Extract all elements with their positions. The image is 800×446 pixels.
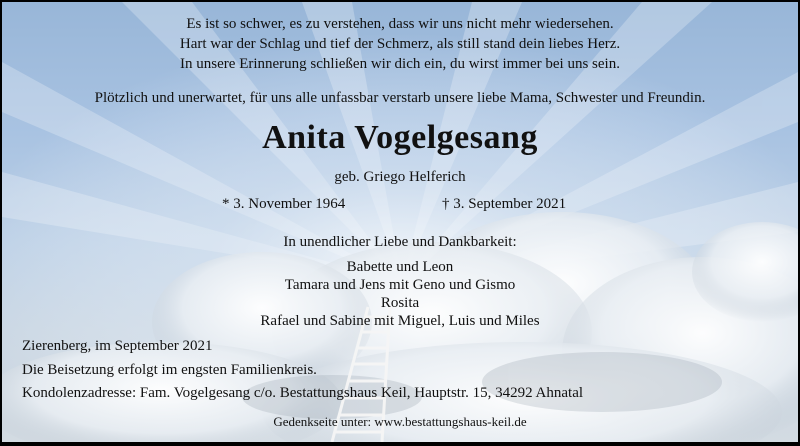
birth-date: * 3. November 1964	[222, 196, 346, 212]
maiden-name: geb. Griego Helferich	[334, 169, 466, 185]
deceased-name: Anita Vogelgesang	[262, 119, 538, 156]
burial-note: Die Beisetzung erfolgt im engsten Familienkreis.	[22, 362, 317, 378]
mourners-intro: In unendlicher Liebe und Dankbarkeit:	[283, 234, 517, 250]
obituary-card	[2, 2, 798, 442]
place-date: Zierenberg, im September 2021	[22, 338, 213, 354]
condolence-address: Kondolenzadresse: Fam. Vogelgesang c/o. Bestattungshaus Keil, Hauptstr. 15, 34292 Ahnatal	[22, 385, 584, 401]
mourner-line: Rosita	[380, 295, 420, 311]
verse-line-1: Es ist so schwer, es zu verstehen, dass wir uns nicht mehr wiedersehen.	[186, 16, 614, 32]
memorial-page-link[interactable]: Gedenkseite unter: www.bestattungshaus-keil.de	[273, 414, 527, 429]
death-date: † 3. September 2021	[442, 196, 567, 212]
mourner-line: Rafael und Sabine mit Miguel, Luis und Miles	[260, 313, 540, 329]
mourner-line: Tamara und Jens mit Geno und Gismo	[284, 277, 516, 293]
announcement-text: Plötzlich und unerwartet, für uns alle unfassbar verstarb unsere liebe Mama, Schwester und Freundin.	[94, 90, 706, 106]
verse-line-2: Hart war der Schlag und tief der Schmerz, als still stand dein liebes Herz.	[179, 36, 621, 52]
mourner-line: Babette und Leon	[346, 259, 454, 275]
verse-line-3: In unsere Erinnerung schließen wir dich ein, du wirst immer bei uns sein.	[180, 56, 620, 72]
